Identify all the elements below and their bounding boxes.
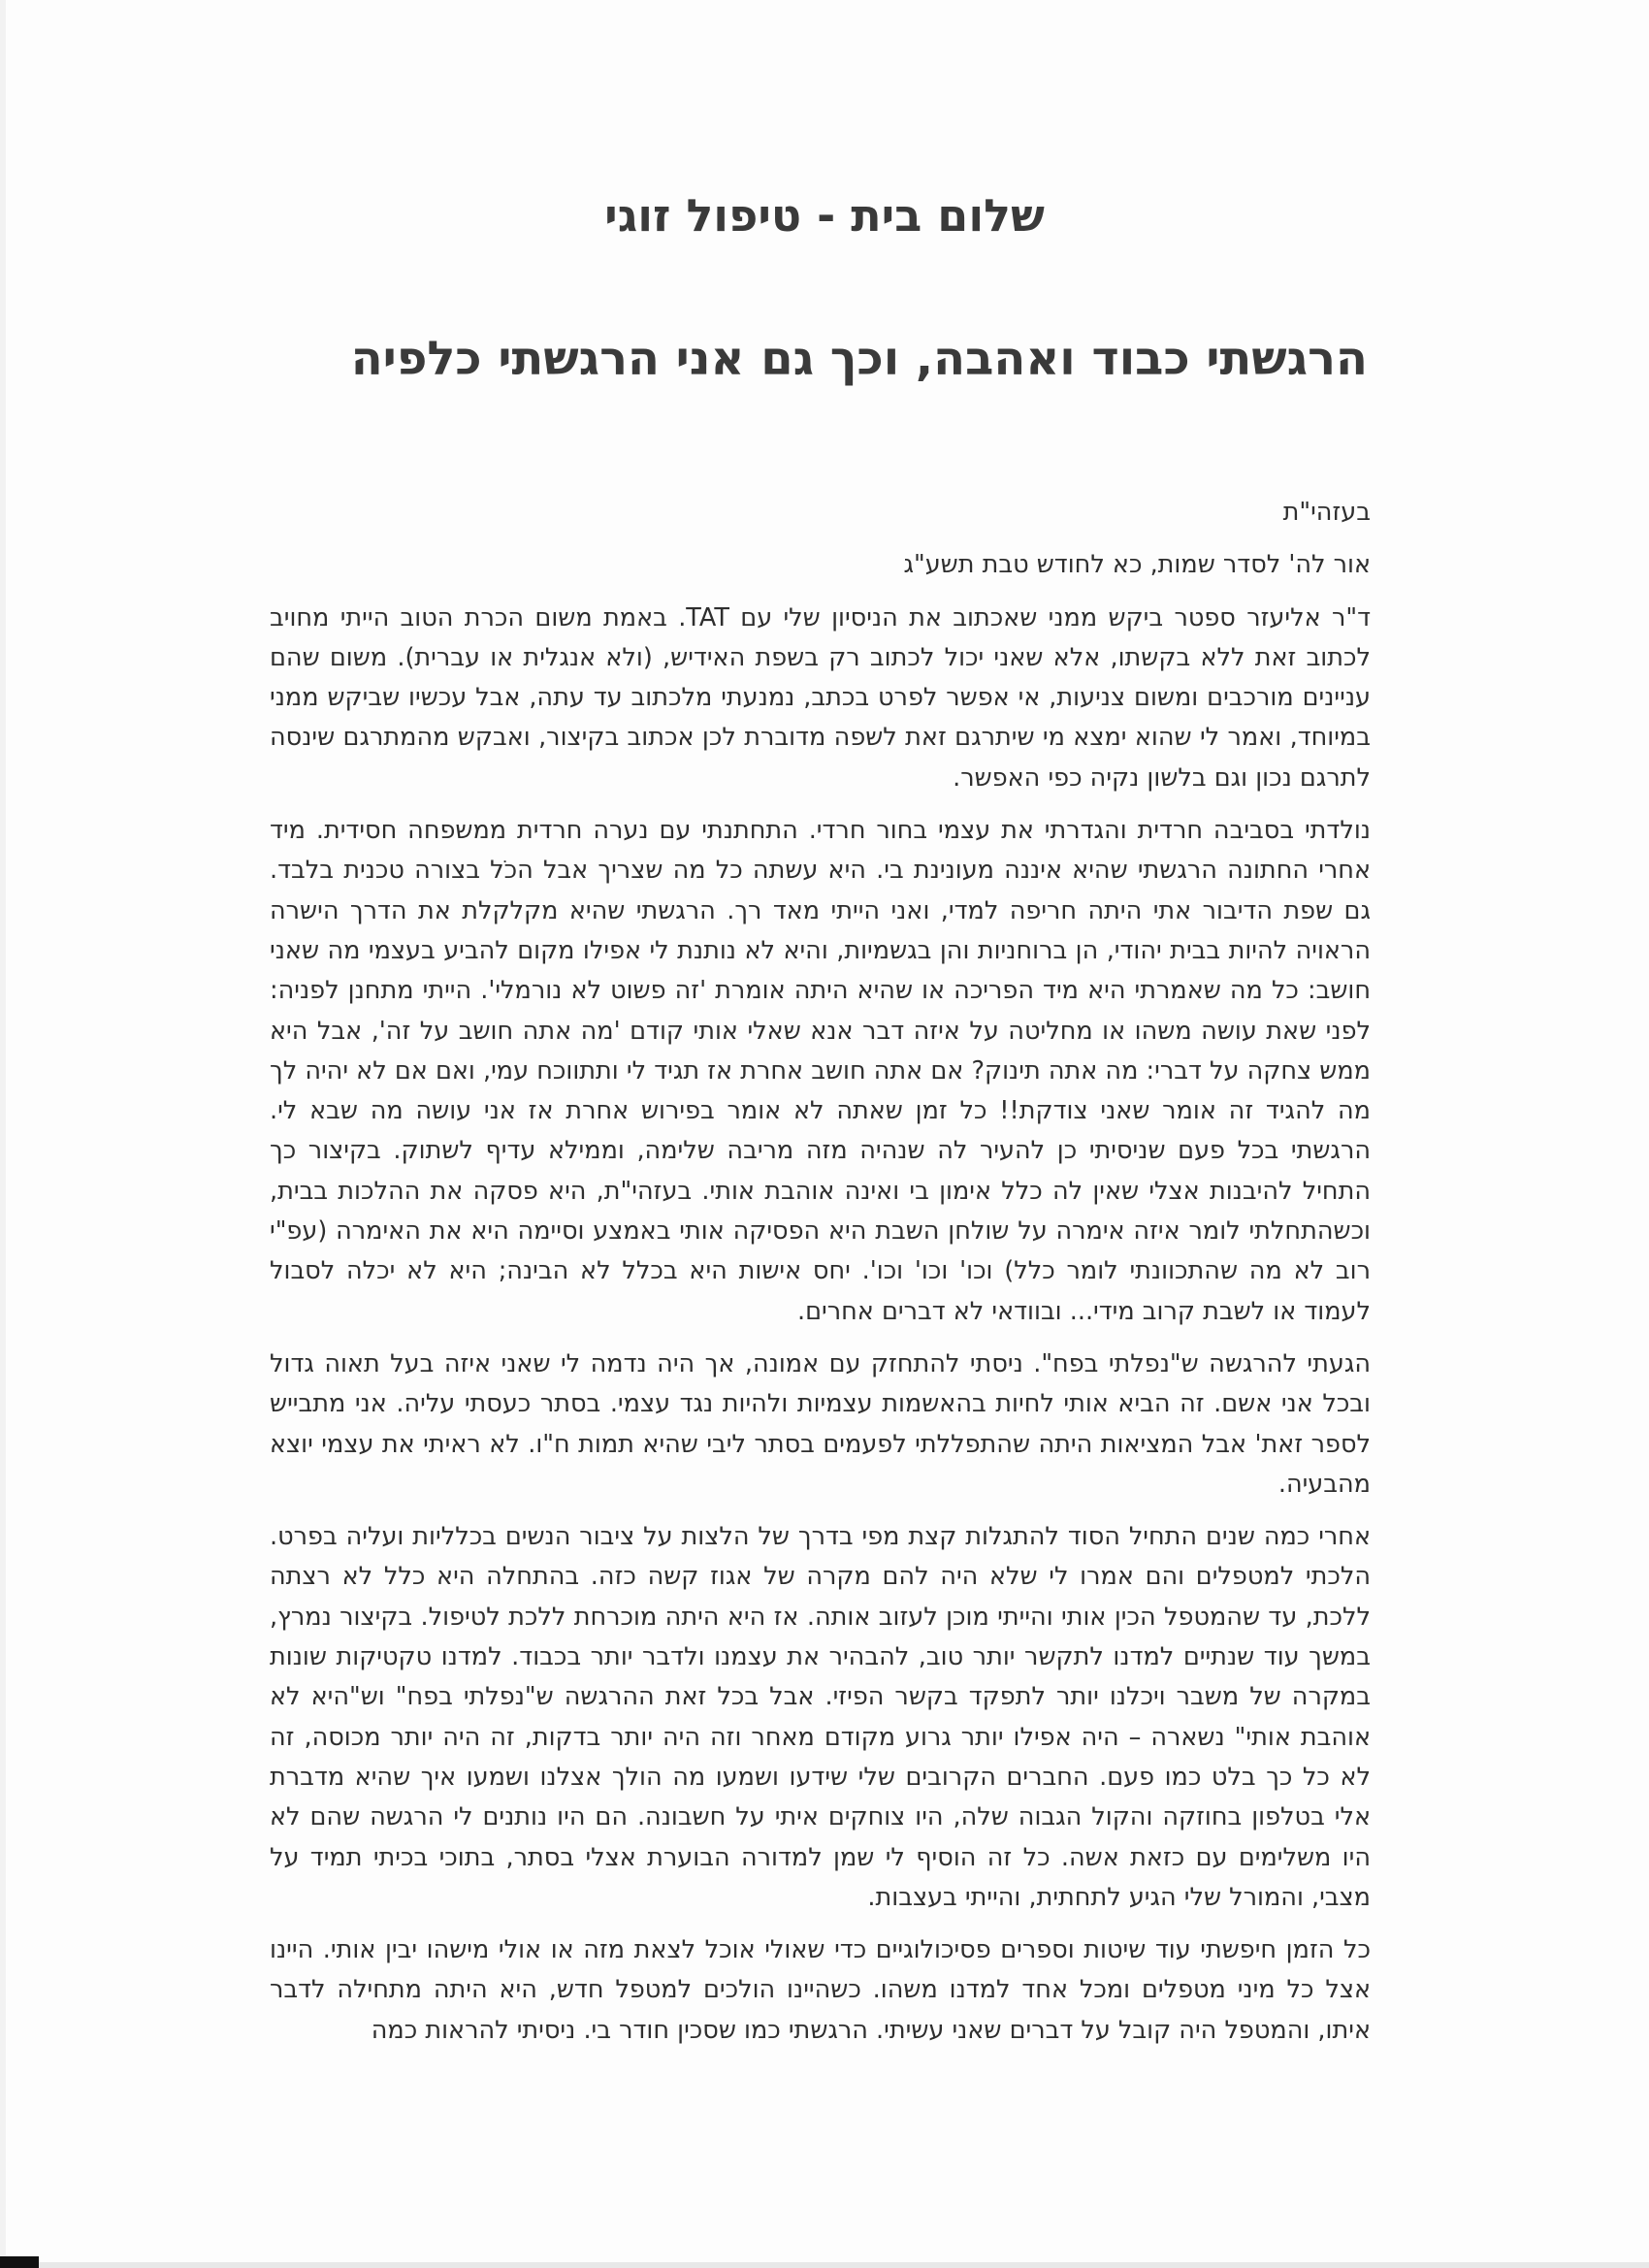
document-title: שלום בית - טיפול זוגי <box>604 189 1045 242</box>
scan-corner-mark <box>0 2256 39 2268</box>
scan-bottom-edge <box>39 2262 1649 2268</box>
body-paragraph: נולדתי בסביבה חרדית והגדרתי את עצמי בחור חרדי. התחתנתי עם נערה חרדית ממשפחה חסידית. מיד אחרי החתונה הרגשתי שהיא איננה מעונינת בי. היא עשתה כל מה שצריך אבל הכֹל בצורה טכנית בלבד. גם שפת הדיבור אתי היתה חריפה למדי, ואני הייתי מאד רך. הרגשתי שהיא מקלקלת את הדרך הישרה הראויה להיות בבית יהודי, הן ברוחניות והן בגשמיות, והיא לא נותנת לי אפילו מקום להביע בעצמי מה שאני חושב: כל מה שאמרתי היא מיד הפריכה או שהיא היתה אומרת 'זה פשוט לא נורמלי'. הייתי מתחנן לפניה: לפני שאת עושה משהו או מחליטה על איזה דבר אנא שאלי אותי קודם 'מה אתה חושב על זה', אבל היא ממש צחקה על דברי: מה אתה תינוק? אם אתה חושב אחרת אז תגיד לי ותתווכח עמי, ואם אם לא יהיה לך מה להגיד זה אומר שאני צודקת!! כל זמן שאתה לא אומר בפירוש אחרת אז אני עושה מה שבא לי. הרגשתי בכל פעם שניסיתי כן להעיר לה שנהיה מזה מריבה שלימה, וממילא עדיף לשתוק. בקיצור כך התחיל להיבנות אצלי שאין לה כלל אימון בי ואינה אוהבת אותי. בעזהי"ת, היא פסקה את ההלכות בבית, וכשהתחלתי לומר איזה אימרה על שולחן השבת היא הפסיקה אותי באמצע וסיימה היא את האימרה (עפ"י רוב לא מה שהתכוונתי לומר כלל) וכו' וכו' וכו'. יחס אישות היא בכלל לא הבינה; היא לא יכלה לסבול לעמוד או לשבת קרוב מידי... ובוודאי לא דברים אחרים. <box>270 816 1371 1326</box>
date-line: אור לה' לסדר שמות, כא לחודש טבת תשע"ג <box>903 550 1371 580</box>
document-subtitle: הרגשתי כבוד ואהבה, וכך גם אני הרגשתי כלפיה <box>350 332 1368 386</box>
body-paragraph: אחרי כמה שנים התחיל הסוד להתגלות קצת מפי בדרך של הלצות על ציבור הנשים בכלליות ועליה בפרט. הלכתי למטפלים והם אמרו לי שלא היה להם מקרה של אגוז קשה כזה. בהתחלה היא כלל לא רצתה ללכת, עד שהמטפל הכין אותי והייתי מוכן לעזוב אותה. אז היא היתה מוכרחת ללכת לטיפול. בקיצור נמרץ, במשך עוד שנתיים למדנו לתקשר יותר טוב, להבהיר את עצמנו ולדבר יותר בכבוד. למדנו טקטיקות שונות במקרה של משבר ויכלנו יותר לתפקד בקשר הפיזי. אבל בכל זאת ההרגשה ש"נפלתי בפח" וש"היא לא אוהבת אותי" נשארה – היה אפילו יותר גרוע מקודם מאחר וזה היה יותר בדקות, זה היה יותר מכוסה, זה לא כל כך בלט כמו פעם. החברים הקרובים שלי שידעו ושמעו מה הולך אצלנו ושמעו איך שהיא מדברת אלי בטלפון בחוזקה והקול הגבוה שלה, היו צוחקים איתי על חשבונה. הם היו נותנים לי הרגשה שהם לא היו משלימים עם כזאת אשה. כל זה הוסיף לי שמן למדורה הבוערת אצלי בסתר, בתוכי בכיתי תמיד על מצבי, והמורל שלי הגיע לתחתית, והייתי בעצבות. <box>270 1522 1371 1912</box>
body-paragraph: ד"ר אליעזר ספטר ביקש ממני שאכתוב את הניסיון שלי עם TAT. באמת משום הכרת הטוב הייתי מחויב לכתוב זאת ללא בקשתו, אלא שאני יכול לכתוב רק בשפת האידיש, (ולא אנגלית או עברית). משום שהם עניינים מורכבים ומשום צניעות, אי אפשר לפרט בכתב, נמנעתי מלכתוב עד עתה, אבל עכשיו שביקש ממני במיוחד, ואמר לי שהוא ימצא מי שיתרגם זאת לשפה מדוברת לכן אכתוב בקיצור, ואבקש מהמתרגם שינסה לתרגם נכון וגם בלשון נקיה כפי האפשר. <box>270 602 1371 793</box>
body-paragraph: כל הזמן חיפשתי עוד שיטות וספרים פסיכולוגיים כדי שאולי אוכל לצאת מזה או אולי מישהו יבין אותי. היינו אצל כל מיני מטפלים ומכל אחד למדנו משהו. כשהיינו הולכים למטפל חדש, היא היתה מתחילה לדבר איתו, והמטפל היה קובל על דברים שאני עשיתי. הרגשתי כמו שסכין חודר בי. ניסיתי להראות כמה <box>270 1935 1371 2045</box>
document-body <box>270 493 1371 2063</box>
opening-blessing: בעזהי"ת <box>1282 498 1371 527</box>
scan-edge <box>0 0 6 2268</box>
body-paragraph: הגעתי להרגשה ש"נפלתי בפח". ניסתי להתחזק עם אמונה, אך היה נדמה לי שאני איזה בעל תאוה גדול ובכל אני אשם. זה הביא אותי לחיות בהאשמות עצמיות ולהיות נגד עצמי. בסתר כעסתי עליה. אני מתבייש לספר זאת' אבל המציאות היתה שהתפללתי לפעמים בסתר ליבי שהיא תמות ח"ו. לא ראיתי את עצמי יוצא מהבעיה. <box>270 1348 1371 1499</box>
